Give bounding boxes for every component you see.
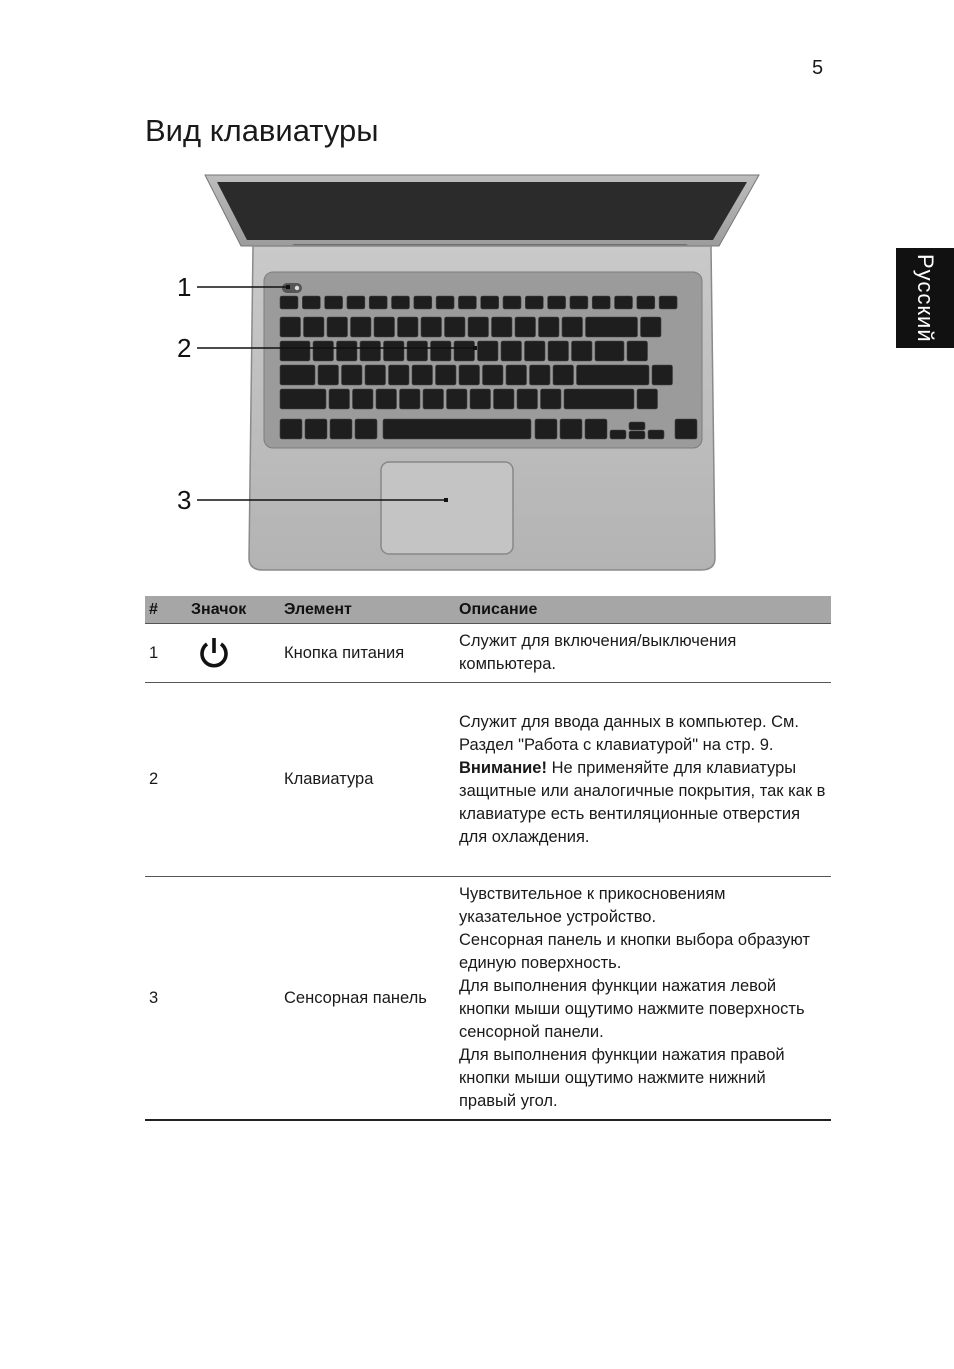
keyboard-key (369, 296, 387, 309)
keyboard-key (570, 296, 588, 309)
description-line: Для выполнения функции нажатия правой кнопки мыши ощутимо нажмите нижний правый угол. (459, 1046, 785, 1110)
keyboard-key (280, 341, 310, 361)
keyboard-key (494, 389, 515, 409)
keyboard-key (478, 341, 499, 361)
keyboard-key (572, 341, 593, 361)
keyboard-key (506, 365, 527, 385)
keyboard-key (280, 296, 298, 309)
warning-paragraph (459, 757, 827, 849)
page-title: Вид клавиатуры (145, 113, 379, 148)
callout-1-number: 1 (177, 272, 192, 302)
keyboard-key (436, 296, 454, 309)
header-num: # (145, 596, 187, 624)
keyboard-key (383, 419, 531, 439)
power-icon (196, 635, 232, 671)
keyboard-key (329, 389, 350, 409)
keyboard-key (548, 341, 569, 361)
keyboard-key (398, 317, 419, 337)
keyboard-key (400, 389, 421, 409)
keyboard-key (541, 389, 562, 409)
keyboard-key (535, 419, 557, 439)
keyboard-key (648, 430, 664, 439)
row-description (455, 624, 831, 683)
keyboard-key (355, 419, 377, 439)
description-line: Сенсорная панель и кнопки выбора образуют единую поверхность. (459, 931, 810, 972)
page-number: 5 (812, 57, 824, 79)
keyboard-key (539, 317, 560, 337)
keyboard-key (548, 296, 566, 309)
row-description (455, 683, 831, 877)
laptop-keyboard-figure (145, 160, 831, 585)
laptop-illustration (145, 160, 831, 585)
keyboard-key (305, 419, 327, 439)
keyboard-key (592, 296, 610, 309)
keyboard-key (327, 317, 348, 337)
keyboard-key (445, 317, 466, 337)
keyboard-key (423, 389, 444, 409)
table-row (145, 683, 831, 877)
keyboard-key (304, 317, 325, 337)
language-tab (896, 248, 954, 348)
header-description: Описание (455, 596, 831, 624)
parts-table (145, 596, 831, 1121)
keyboard-key (492, 317, 513, 337)
keyboard-key (615, 296, 633, 309)
keyboard-key (481, 296, 499, 309)
description-line: Для выполнения функции нажатия левой кнопки мыши ощутимо нажмите поверхность сенсорной панели. (459, 977, 805, 1041)
keyboard-key (553, 365, 574, 385)
row-element: Сенсорная панель (280, 877, 455, 1121)
keyboard-key (562, 317, 583, 337)
keyboard-key (530, 365, 551, 385)
touchpad (381, 462, 513, 554)
description-line: Служит для ввода данных в компьютер. См. Раздел "Работа с клавиатурой" на стр. 9. (459, 712, 799, 754)
keyboard-key (280, 317, 301, 337)
table-row (145, 877, 831, 1121)
keyboard-key (483, 365, 504, 385)
keyboard-key (564, 389, 634, 409)
laptop-lid (205, 175, 759, 246)
keyboard-key (313, 341, 334, 361)
keyboard-key (280, 389, 326, 409)
row-element: Кнопка питания (280, 624, 455, 683)
keyboard-key (470, 389, 491, 409)
keyboard-key (652, 365, 673, 385)
keyboard-key (459, 365, 480, 385)
keyboard-key (302, 296, 320, 309)
table-row (145, 624, 831, 683)
keyboard-key (421, 317, 442, 337)
keyboard-key (447, 389, 468, 409)
keyboard-key (503, 296, 521, 309)
keyboard-key (347, 296, 365, 309)
keyboard-key (517, 389, 538, 409)
keyboard-key (280, 365, 315, 385)
description-line: Чувствительное к прикосновениям указательное устройство. (459, 885, 726, 926)
keyboard-key (342, 365, 363, 385)
keyboard-key (577, 365, 650, 385)
keyboard-key (384, 341, 405, 361)
description-line: Служит для включения/выключения компьютера. (459, 632, 737, 673)
keyboard-key (351, 317, 372, 337)
keyboard-key (629, 431, 645, 439)
row-description (455, 877, 831, 1121)
keyboard-key (374, 317, 395, 337)
keyboard-key (414, 296, 432, 309)
warning-text: Не применяйте для клавиатуры защитные или аналогичные покрытия, так как в клавиатуре есть вентиляционные отверстия для охлаждения. (459, 758, 826, 846)
header-element: Элемент (280, 596, 455, 624)
row-icon-cell (187, 624, 280, 683)
row-element: Клавиатура (280, 683, 455, 877)
keyboard-key (675, 419, 697, 439)
keyboard-key (627, 341, 648, 361)
keyboard-key (318, 365, 339, 385)
keyboard-key (365, 365, 386, 385)
callout-3-number: 3 (177, 485, 192, 515)
keyboard-key (610, 430, 626, 439)
keyboard-key (641, 317, 662, 337)
row-number: 1 (145, 624, 187, 683)
keyboard-key (436, 365, 457, 385)
keyboard-key (586, 317, 638, 337)
keyboard-key (637, 389, 658, 409)
language-tab-label: Русский (913, 253, 938, 343)
keyboard-key (392, 296, 410, 309)
keyboard-key (280, 419, 302, 439)
keyboard-key (407, 341, 428, 361)
warning-label: Внимание! (459, 758, 547, 777)
row-number: 2 (145, 683, 187, 877)
keyboard-key (337, 341, 358, 361)
keyboard-key (629, 422, 645, 430)
keyboard-key (458, 296, 476, 309)
keyboard-key (525, 296, 543, 309)
keyboard-key (501, 341, 522, 361)
table-header-row (145, 596, 831, 624)
keyboard-key (412, 365, 433, 385)
keyboard-key (560, 419, 582, 439)
header-icon: Значок (187, 596, 280, 624)
keyboard-key (389, 365, 410, 385)
keyboard-key (325, 296, 343, 309)
keyboard-key (360, 341, 381, 361)
keyboard-key (431, 341, 452, 361)
keyboard-key (515, 317, 536, 337)
keyboard-key (637, 296, 655, 309)
keyboard-key (454, 341, 475, 361)
keyboard-key (353, 389, 374, 409)
row-icon-cell (187, 877, 280, 1121)
row-number: 3 (145, 877, 187, 1121)
callout-2-number: 2 (177, 333, 192, 363)
keyboard-key (468, 317, 489, 337)
keyboard-key (585, 419, 607, 439)
keyboard-key (659, 296, 677, 309)
row-icon-cell (187, 683, 280, 877)
keyboard-key (330, 419, 352, 439)
keyboard-key (525, 341, 546, 361)
keyboard-key (595, 341, 624, 361)
keyboard-key (376, 389, 397, 409)
